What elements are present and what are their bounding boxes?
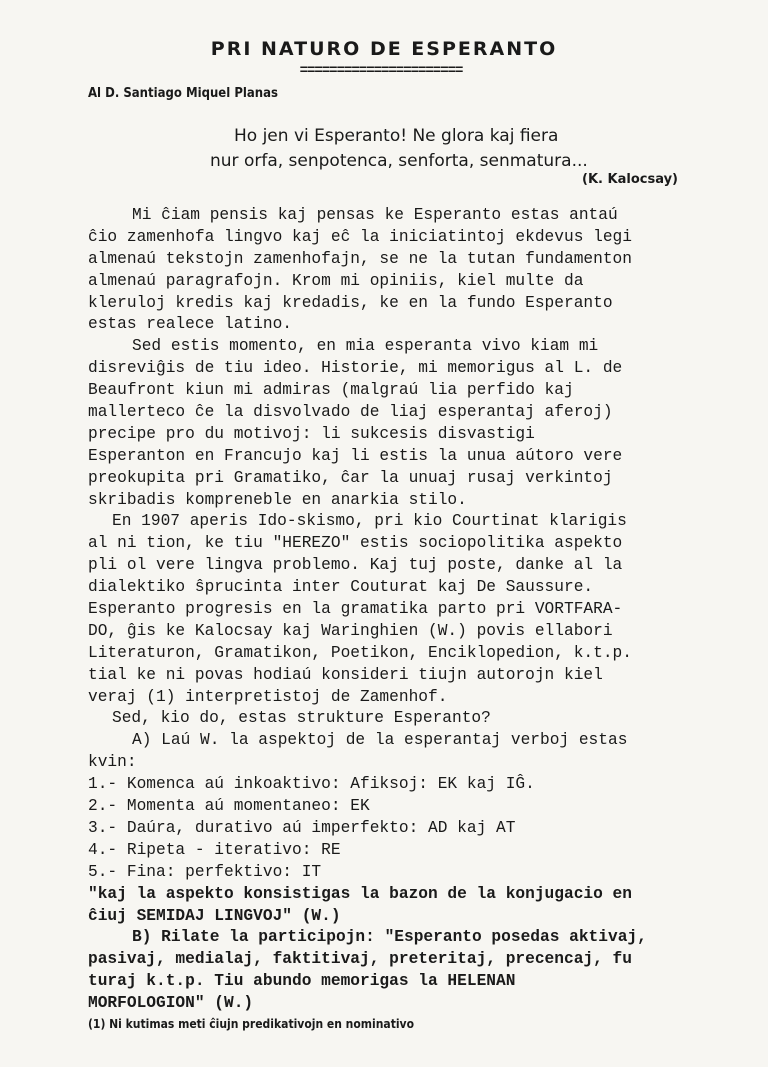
list-item: 5.- Fina: perfektivo: IT [88,862,322,881]
body-line: almenaú tekstojn zamenhofajn, se ne la tutan fundamenton [88,249,632,268]
body-line: disreviĝis de tiu ideo. Historie, mi memorigus al L. de [88,359,623,378]
body-line: DO, ĝis ke Kalocsay kaj Waringhien (W.) povis ellabori [88,621,613,640]
body-line: estas realece latino. [88,315,292,334]
body-line: Esperanton en Francujo kaj li estis la unua aútoro vere [88,446,623,465]
body-line: Esperanto progresis en la gramatika parto pri VORTFARA- [88,600,623,619]
body-line: precipe pro du motivoj: li sukcesis disvastigi [88,424,535,443]
body-line: A) Laú W. la aspektoj de la esperantaj verboj estas [132,731,628,750]
epigraph [210,124,680,174]
body-line: dialektiko ŝprucinta inter Couturat kaj De Saussure. [88,578,594,597]
list-item: 3.- Daúra, durativo aú imperfekto: AD kaj AT [88,818,516,837]
body-line: Literaturon, Gramatikon, Poetikon, Enciklopedion, k.t.p. [88,643,632,662]
body-line: Mi ĉiam pensis kaj pensas ke Esperanto estas antaú [132,206,618,224]
epigraph-line-1: Ho jen vi Esperanto! Ne glora kaj fiera [234,126,559,146]
body-line: Beaufront kiun mi admiras (malgraú lia perfido kaj [88,381,574,400]
quote-line: B) Rilate la participojn: "Esperanto posedas aktivaj, [132,928,647,947]
body-line: pli ol vere lingva problemo. Kaj tuj poste, danke al la [88,556,623,575]
quote-line: MORFOLOGION" (W.) [88,994,254,1013]
body-line: Sed, kio do, estas strukture Esperanto? [112,709,491,728]
body-line: skribadis kompreneble en anarkia stilo. [88,490,467,509]
list-item: 1.- Komenca aú inkoaktivo: Afiksoj: EK kaj IĜ. [88,775,535,794]
body-line: veraj (1) interpretistoj de Zamenhof. [88,687,448,706]
epigraph-line-2: nur orfa, senpotenca, senforta, senmatura... [210,151,588,171]
title-underline: ====================== [299,63,463,79]
body-line: kvin: [88,753,137,772]
body-line: kleruloj kredis kaj kredadis, ke en la fundo Esperanto [88,293,613,312]
body-line: al ni tion, ke tiu "HEREZO" estis sociopolitika aspekto [88,534,623,553]
body-line: ĉio zamenhofa lingvo kaj eĉ la iniciatintoj ekdevus legi [88,227,632,246]
body-line: preokupita pri Gramatiko, ĉar la unuaj rusaj verkintoj [88,468,613,487]
list-item: 4.- Ripeta - iterativo: RE [88,840,341,859]
body-line: mallerteco ĉe la disvolvado de liaj esperantaj aferoj) [88,403,613,422]
article-body [88,205,688,1015]
body-line: En 1907 aperis Ido-skismo, pri kio Courtinat klarigis [112,512,627,531]
list-item: 2.- Momenta aú momentaneo: EK [88,797,370,816]
body-line: almenaú paragrafojn. Krom mi opiniis, kiel multe da [88,271,584,290]
epigraph-attribution: (K. Kalocsay) [582,172,678,187]
body-line: Sed estis momento, en mia esperanta vivo kiam mi [132,337,599,356]
page-title: PRI NATURO DE ESPERANTO [210,38,558,60]
quote-line: turaj k.t.p. Tiu abundo memorigas la HELENAN [88,972,516,991]
quote-line: pasivaj, medialaj, faktitivaj, preteritaj, precencaj, fu [88,950,632,969]
footnote: (1) Ni kutimas meti ĉiujn predikativojn en nominativo [88,1017,415,1031]
quote-line: ĉiuj SEMIDAJ LINGVOJ" (W.) [88,906,341,925]
body-line: tial ke ni povas hodiaú konsideri tiujn autorojn kiel [88,665,603,684]
dedication: Al D. Santiago Miquel Planas [88,86,278,101]
quote-line: "kaj la aspekto konsistigas la bazon de la konjugacio en [88,884,632,903]
